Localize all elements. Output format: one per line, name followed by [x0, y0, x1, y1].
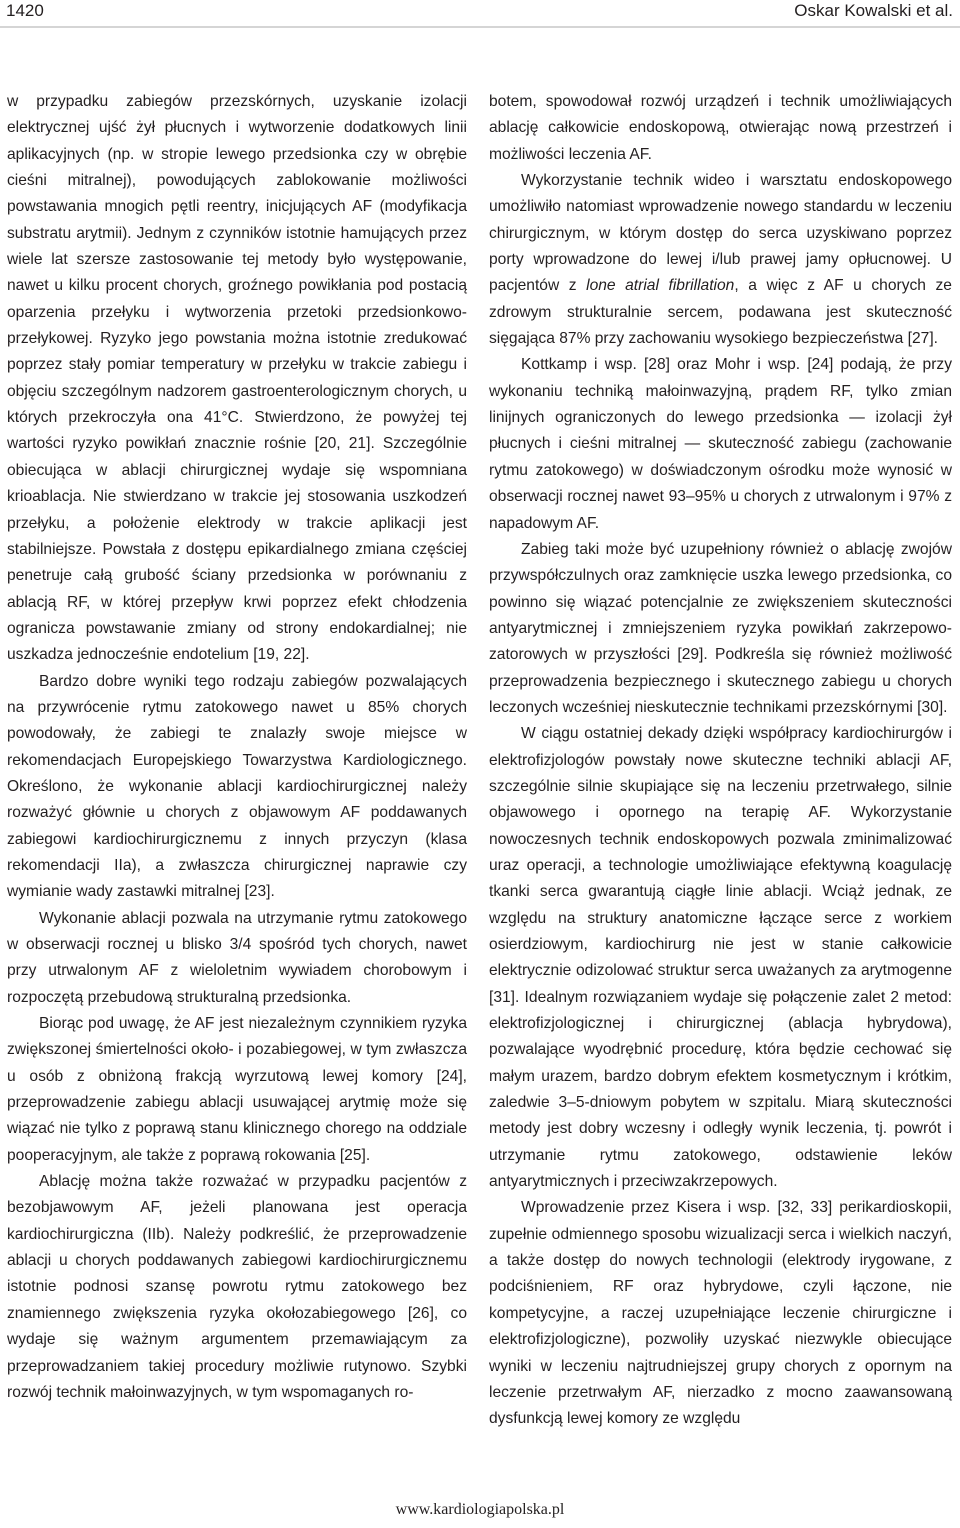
page-header: [0, 0, 960, 26]
paragraph: Wprowadzenie przez Kisera i wsp. [32, 33] perikardioskopii, zupełnie odmiennego sposobu wizualizacji serca i wielkich naczyń, a także dostęp do nowych technologii (elektrody irygowane, z podciśnieniem, RF oraz hybrydowe, czyli łączone, nie kompetycyjne, a raczej uzupełniające leczenie chirurgiczne i elektrofizjologiczne), pozwoliły uzyskać niezwykle obiecujące wyniki w leczeniu najtrudniejszej grupy chorych z opornym na leczenie przetrwałym AF, nierzadko z mocno zaawansowaną dysfunkcją lewej komory ze względu: [489, 1199, 952, 1428]
paragraph: Biorąc pod uwagę, że AF jest niezależnym czynnikiem ryzyka zwiększonej śmiertelności około- i pozabiegowej, w tym zwłaszcza u osób z obniżoną frakcją wyrzutową lewej komory [24], przeprowadzenie zabiegu ablacji usuwającej arytmię może się wiązać nie tylko z poprawą stanu klinicznego chorego na oddziale pooperacyjnym, ale także z poprawą rokowania [25].: [7, 1015, 467, 1164]
right-text-column: [489, 89, 952, 1433]
paragraph: Kottkamp i wsp. [28] oraz Mohr i wsp. [24] podają, że przy wykonaniu techniką małoinwazyjną, prądem RF, tylko zmian linijnych ograniczonych do lewego przedsionka — izolacji żył płucnych i cieśni mitralnej — skuteczność zabiegu (zachowanie rytmu zatokowego) w doświadczonym ośrodku może wynosić w obserwacji rocznej nawet 93–95% u chorych z utrwalonym i 97% z napadowym AF.: [489, 356, 952, 532]
paragraph: W ciągu ostatniej dekady dzięki współpracy kardiochirurgów i elektrofizjologów powstały nowe skuteczne techniki ablacji AF, szczególnie silnie skupiające się na leczeniu przetrwałego, silnie objawowego i opornego na terapię AF. Wykorzystanie nowoczesnych technik endoskopowych pozwala zminimalizować uraz operacji, a technologie umożliwiające efektywną koagulację tkanki serca gwarantują ciągłe linie ablacji. Wciąż jednak, ze względu na struktury anatomiczne łączące serce z workiem osierdziowym, kardiochirurg nie jest w stanie całkowicie elektrycznie odizolować struktur serca uważanych za arytmogenne [31]. Idealnym rozwiązaniem wydaje się połączenie zalet 2 metod: elektrofizjologicznej i chirurgicznej (ablacja hybrydowa), pozwalające wyodrębnić procedurę, która będzie cechować się małym urazem, bardzo dobrym efektem kosmetycznym i krótkim, zaledwie 3–5-dniowym pobytem w szpitalu. Miarą skuteczności metody jest dobry wczesny i odległy wynik leczenia, tj. powrót i utrzymanie rytmu zatokowego, odstawienie leków antyarytmicznych i przeciwzakrzepowych.: [489, 725, 952, 1191]
paragraph: botem, spowodował rozwój urządzeń i technik umożliwiających ablację całkowicie endoskopową, otwierając nową przestrzeń i możliwości leczenia AF.: [489, 93, 952, 163]
header-divider: [0, 26, 960, 28]
page-number: 1420: [6, 1, 44, 20]
paragraph: Bardzo dobre wyniki tego rodzaju zabiegów pozwalających na przywrócenie rytmu zatokowego nawet u 85% chorych powodowały, że zabiegi te znalazły swoje miejsce w rekomendacjach Europejskiego Towarzystwa Kardiologicznego. Określono, że wykonanie ablacji kardiochirurgicznej należy rozważyć głównie u chorych z objawowym AF poddawanych zabiegowi kardiochirurgicznemu z innych przyczyn (klasa rekomendacji IIa), a zwłaszcza chirurgicznej naprawie czy wymianie wady zastawki mitralnej [23].: [7, 672, 467, 901]
italic-term: lone atrial fibrillation: [586, 277, 735, 295]
running-head-authors: Oskar Kowalski et al.: [794, 1, 953, 20]
journal-website-url: www.kardiologiapolska.pl: [395, 1501, 565, 1518]
paragraph: Wykonanie ablacji pozwala na utrzymanie rytmu zatokowego w obserwacji rocznej u blisko 3/4 spośród tych chorych, nawet przy utrwalonym AF z wieloletnim wywiadem chorobowym i rozpoczętą przebudową strukturalną przedsionka.: [7, 909, 467, 1006]
paragraph: Wykorzystanie technik wideo i warsztatu endoskopowego umożliwiło natomiast wprowadzenie nowego standardu w leczeniu chirurgicznym, w którym dostęp do serca uzyskiwano poprzez porty wprowadzone do lewej i/lub prawej jamy opłucnowej. U pacjentów z lone atrial fibrillation, a więc z AF u chorych ze zdrowym strukturalnie sercem, podawana jest skuteczność sięgająca 87% przy zachowaniu wysokiego bezpieczeństwa [27].: [489, 172, 952, 348]
paragraph: Zabieg taki może być uzupełniony również o ablację zwojów przywspółczulnych oraz zamknięcie uszka lewego przedsionka, co powinno się wiązać potencjalnie ze zwiększeniem skuteczności antyarytmicznej i zmniejszeniem ryzyka powikłań zakrzepowo-zatorowych w przyszłości [29]. Podkreśla się również możliwość przeprowadzenia bezpiecznego i skutecznego zabiegu u chorych leczonych wcześniej nieskutecznie technikami przezskórnymi [30].: [489, 540, 952, 716]
paragraph: Ablację można także rozważać w przypadku pacjentów z bezobjawowym AF, jeżeli planowana jest operacja kardiochirurgiczna (IIb). Należy podkreślić, że przeprowadzenie ablacji u chorych poddawanych zabiegowi kardiochirurgicznemu istotnie podnosi szansę powrotu rytmu zatokowego bez znamiennego zwiększenia ryzyka okołozabiegowego [26], co wydaje się ważnym argumentem przemawiającym za przeprowadzaniem takiej procedury możliwie rutynowo. Szybki rozwój technik małoinwazyjnych, w tym wspomaganych ro-: [7, 1173, 467, 1401]
left-text-column: [7, 89, 467, 1406]
paragraph: w przypadku zabiegów przezskórnych, uzyskanie izolacji elektrycznej ujść żył płucnych i wytworzenie dodatkowych linii aplikacyjnych (np. w stropie lewego przedsionka czy w obrębie cieśni mitralnej), powodujących zablokowanie możliwości powstawania mnogich pętli reentry, inicjujących AF (modyfikacja substratu arytmii). Jednym z czynników istotnie hamujących przez wiele lat szersze zastosowanie tej metody było występowanie, nawet u kilku procent chorych, groźnego powikłania pod postacią oparzenia przełyku i wytworzenia przetoki przedsionkowo-przełykowej. Ryzyko jego powstania można istotnie zredukować poprzez stały pomiar temperatury w przełyku w trakcie zabiegu i objęciu szczególnym nadzorem gastroenterologicznym chorych, u których przekroczyła ona 41°C. Stwierdzono, że powyżej tej wartości ryzyko powikłań znacznie rośnie [20, 21]. Szczególnie obiecująca w ablacji chirurgicznej wydaje się wspomniana krioablacja. Nie stwierdzano w trakcie jej stosowania uszkodzeń przełyku, a położenie elektrody w trakcie aplikacji jest stabilniejsze. Powstała z dostępu epikardialnego zmiana częściej penetruje całą grubość ściany przedsionka w porównaniu z ablacją RF, w której przepływ krwi poprzez efekt chłodzenia ogranicza powstawanie zmiany od strony endokardialnej; nie uszkadza jednocześnie endotelium [19, 22].: [7, 93, 467, 664]
